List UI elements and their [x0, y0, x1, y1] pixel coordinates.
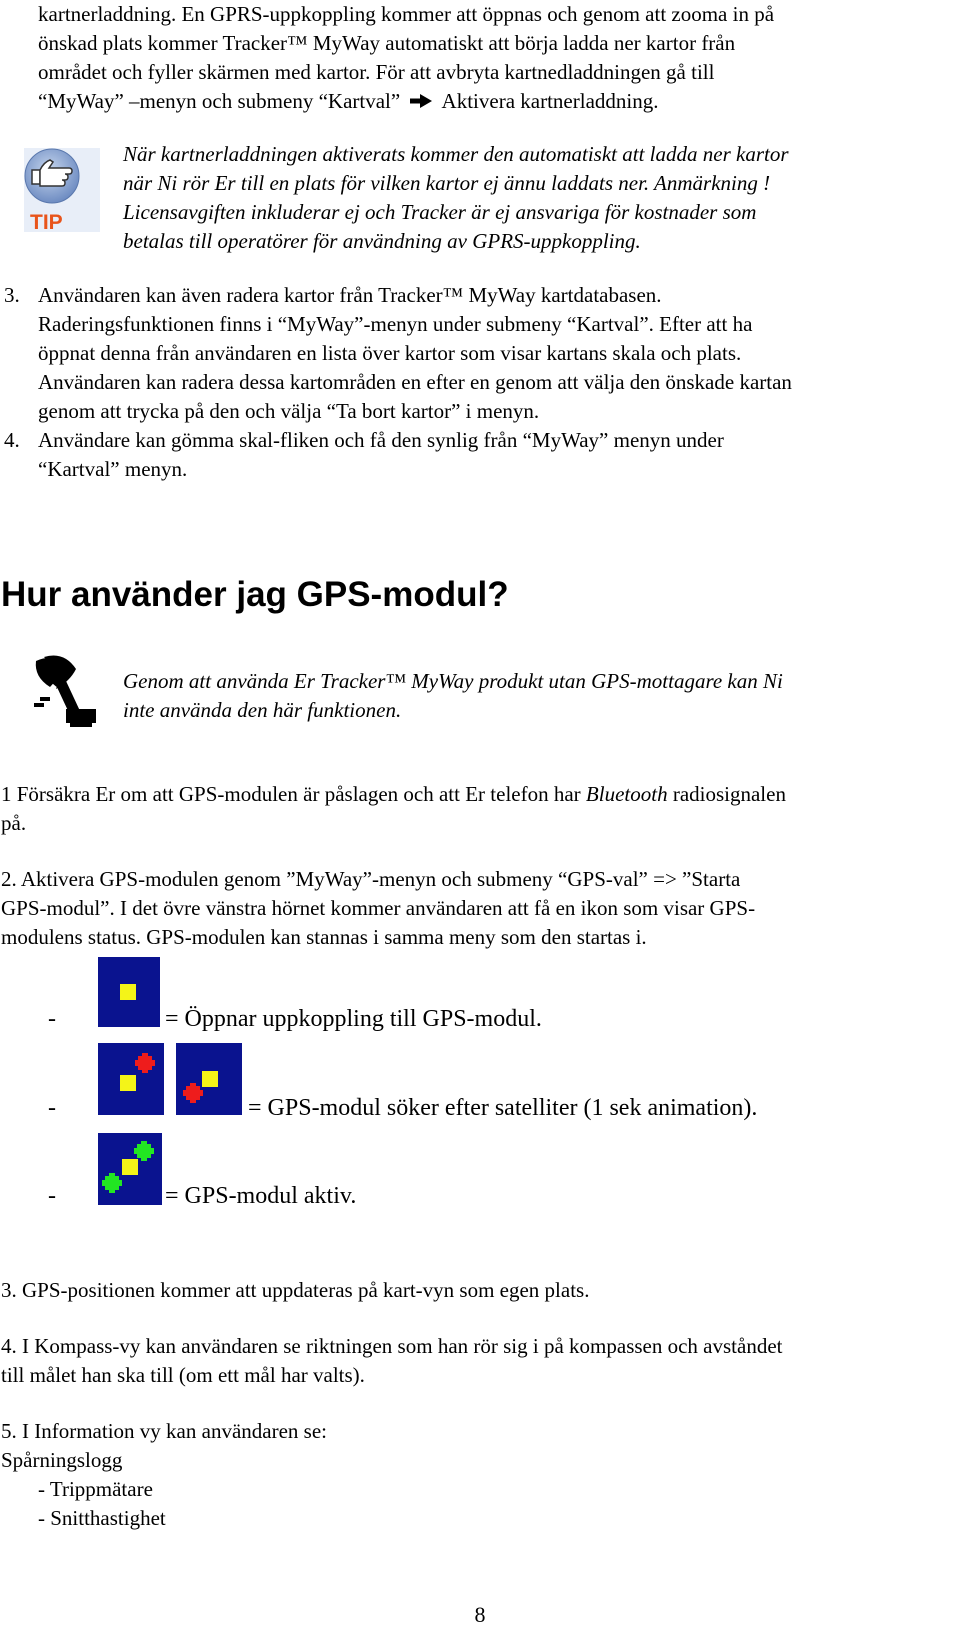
list-number: 3.: [4, 283, 20, 307]
list-item-3-line-1: Användaren kan även radera kartor från Tracker™ MyWay kartdatabasen.: [38, 283, 662, 307]
list-item-3: [0, 281, 950, 426]
intro-line-4-text: “MyWay” –menyn och submeny “Kartval”: [38, 89, 401, 113]
status-text: = GPS-modul aktiv.: [165, 1183, 357, 1209]
list-item-3-line-3: öppnat denna från användaren en lista över kartor som visar kartans skala och plats.: [38, 341, 742, 365]
page-number: 8: [474, 1602, 486, 1627]
status-dash: -: [48, 1095, 56, 1121]
list-item-3-line-5: genom att trycka på den och välja “Ta bort kartor” i menyn.: [38, 399, 540, 423]
step-3: 3. GPS-positionen kommer att uppdateras på kart-vyn som egen plats.: [1, 1278, 590, 1302]
intro-line-4: [38, 87, 948, 116]
step-5-line-1: 5. I Information vy kan användaren se:: [1, 1419, 327, 1443]
step-4-line-1: 4. I Kompass-vy kan användaren se riktningen som han rör sig i på kompassen och avståndet: [1, 1334, 783, 1358]
step-2: [1, 865, 956, 952]
step-5-item: - Trippmätare: [38, 1477, 153, 1501]
list-item-3-line-4: Användaren kan radera dessa kartområden en efter en genom att välja den önskade kartan: [38, 370, 792, 394]
step-1-text-end: radiosignalen: [667, 782, 786, 806]
step-2-line-3: modulens status. GPS-modulen kan stannas i samma meny som den startas i.: [1, 925, 647, 949]
status-dash: -: [48, 1006, 56, 1032]
list-item-4-line-1: Användare kan gömma skal-fliken och få den synlig från “MyWay” menyn under: [38, 428, 724, 452]
step-4: [1, 1332, 956, 1390]
intro-line-1: kartnerladdning. En GPRS-uppkoppling kommer att öppnas och genom att zooma in på: [38, 2, 775, 26]
step-1-text: 1 Försäkra Er om att GPS-modulen är påslagen och att Er telefon har: [1, 782, 586, 806]
step-5-line-2: Spårningslogg: [1, 1448, 123, 1472]
numbered-list: [0, 281, 950, 484]
tip-line-4: betalas till operatörer för användning av GPRS-uppkoppling.: [123, 229, 641, 253]
step-1-line-2: på.: [1, 811, 27, 835]
tip-line-1: När kartnerladdningen aktiverats kommer den automatiskt att ladda ner kartor: [123, 142, 789, 166]
gps-note: [123, 667, 943, 725]
step-2-line-2: GPS-modul”. I det övre vänstra hörnet kommer användaren att få en ikon som visar GPS-: [1, 896, 756, 920]
gps-searching-icon-frame-1: [98, 1043, 164, 1115]
gps-note-line-1: Genom att använda Er Tracker™ MyWay produkt utan GPS-mottagare kan Ni: [123, 669, 783, 693]
step-5: [1, 1417, 951, 1533]
step-1: [1, 780, 951, 838]
tip-icon: [24, 148, 100, 232]
tip-line-2: när Ni rör Er till en plats för vilken kartor ej ännu laddats ner. Anmärkning !: [123, 171, 771, 195]
arrow-right-icon: [409, 93, 433, 109]
satellite-dish-icon: [26, 651, 98, 729]
tip-line-3: Licensavgiften inkluderar ej och Tracker är ej ansvariga för kostnader som: [123, 200, 757, 224]
tip-paragraph: [123, 140, 943, 256]
intro-line-4-action: Aktivera kartnerladdning.: [441, 89, 659, 113]
intro-line-2: önskad plats kommer Tracker™ MyWay automatiskt att börja ladda ner kartor från: [38, 31, 736, 55]
section-heading: Hur använder jag GPS-modul?: [1, 575, 509, 614]
step-5-item: - Snitthastighet: [38, 1506, 166, 1530]
list-number: 4.: [4, 428, 20, 452]
svg-text:TIP: TIP: [30, 211, 63, 232]
intro-paragraph: [38, 0, 948, 116]
status-text: = GPS-modul söker efter satelliter (1 sek animation).: [248, 1095, 758, 1121]
step-1-line-1: [1, 780, 951, 809]
gps-searching-icon-frame-2: [176, 1043, 242, 1115]
step-2-line-1: 2. Aktivera GPS-modulen genom ”MyWay”-menyn och submeny “GPS-val” => ”Starta: [1, 867, 741, 891]
gps-active-icon: [98, 1133, 162, 1205]
list-item-4: [0, 426, 950, 484]
intro-line-3: området och fyller skärmen med kartor. För att avbryta kartnedladdningen gå till: [38, 60, 715, 84]
bluetooth-term: Bluetooth: [585, 782, 668, 806]
list-item-4-line-2: “Kartval” menyn.: [38, 457, 188, 481]
gps-note-line-2: inte använda den här funktionen.: [123, 698, 402, 722]
status-dash: -: [48, 1183, 56, 1209]
status-text: = Öppnar uppkoppling till GPS-modul.: [165, 1006, 542, 1032]
step-4-line-2: till målet han ska till (om ett mål har valts).: [1, 1363, 365, 1387]
list-item-3-line-2: Raderingsfunktionen finns i “MyWay”-menyn under submeny “Kartval”. Efter att ha: [38, 312, 753, 336]
gps-connecting-icon: [98, 957, 160, 1027]
